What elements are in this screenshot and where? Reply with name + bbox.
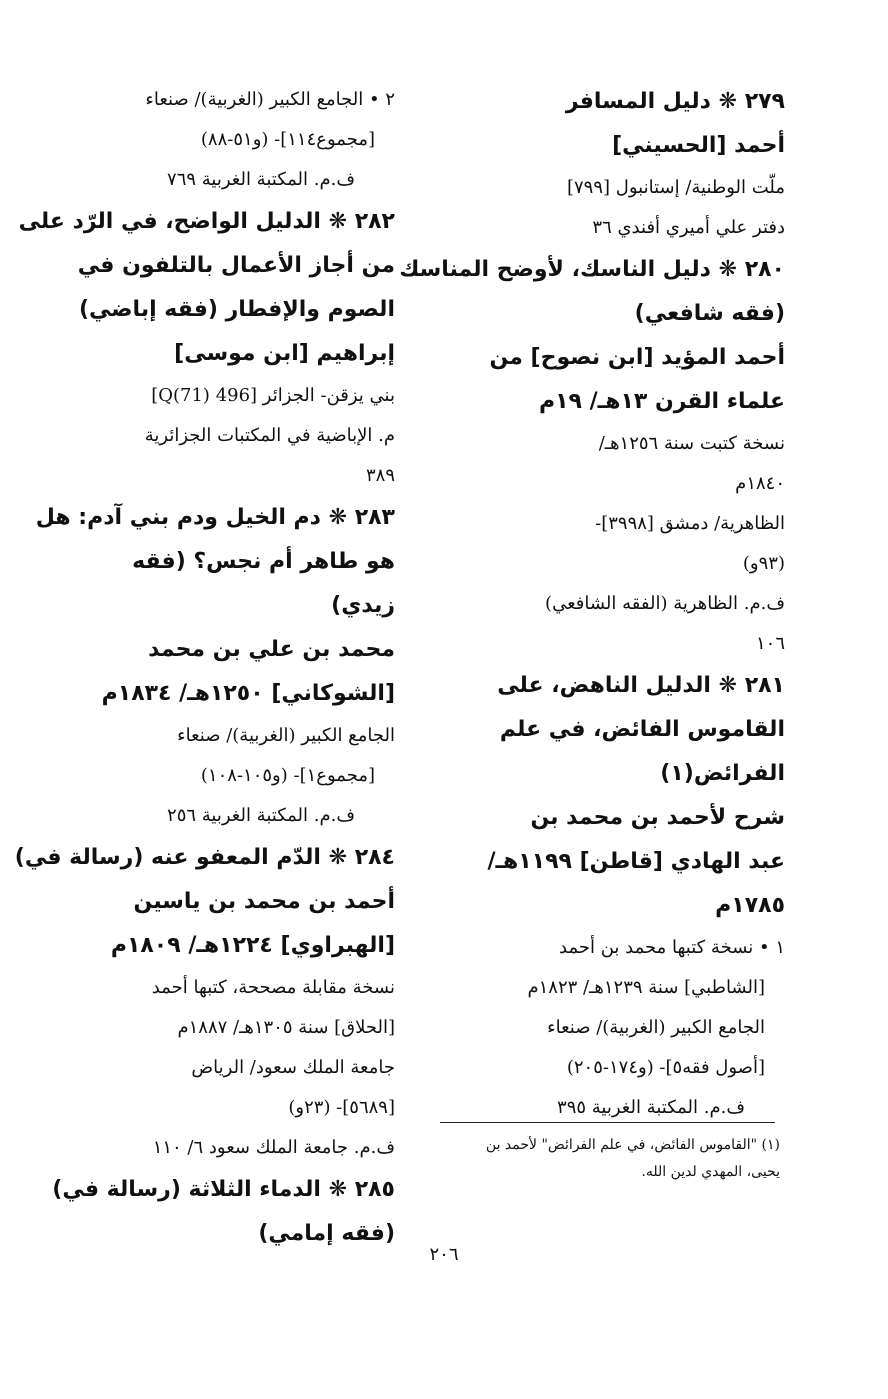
entry-heading-line: أحمد بن محمد بن ياسين	[133, 889, 395, 914]
entry-text-line: ف.م. المكتبة الغربية ٢٥٦	[167, 805, 355, 826]
entry-text-line: [الحلاق] سنة ١٣٠٥هـ/ ١٨٨٧م	[177, 1017, 395, 1038]
entry-heading-line: (فقه شافعي)	[634, 301, 785, 326]
entry-heading-line: إبراهيم [ابن موسى]	[174, 341, 395, 366]
entry-heading-line: محمد بن علي بن محمد	[148, 637, 395, 662]
entry-heading-line: ٢٨٤ ❋ الدّم المعفو عنه (رسالة في)	[14, 845, 395, 870]
entry-heading-line: ٢٨٣ ❋ دم الخيل ودم بني آدم: هل	[35, 505, 395, 530]
entry-heading-line: ٢٨٥ ❋ الدماء الثلاثة (رسالة في)	[52, 1177, 395, 1202]
entry-text-line: ف.م. جامعة الملك سعود ٦/ ١١٠	[152, 1137, 395, 1158]
entry-heading-line: من أجاز الأعمال بالتلفون في	[77, 253, 395, 278]
entry-text-line: بني يزقن- الجزائر [496 Q(71)]	[151, 385, 395, 406]
entry-text-line: نسخة كتبت سنة ١٢٥٦هـ/	[598, 433, 785, 454]
entry-text-line: جامعة الملك سعود/ الرياض	[191, 1057, 395, 1078]
footnote-line-2: يحيى، المهدي لدين الله.	[641, 1164, 780, 1180]
entry-heading-line: ١٧٨٥م	[715, 893, 785, 918]
entry-text-line: ف.م. المكتبة الغربية ٧٦٩	[167, 169, 355, 190]
entry-text-line: [الشاطبي] سنة ١٢٣٩هـ/ ١٨٢٣م	[527, 977, 765, 998]
footnote-divider	[440, 1122, 775, 1123]
entry-heading-line: أحمد المؤيد [ابن نصوح] من	[489, 345, 785, 370]
entry-text-line: الظاهرية/ دمشق [٣٩٩٨]-	[595, 513, 785, 534]
entry-heading-line: ٢٨٢ ❋ الدليل الواضح، في الرّد على	[18, 209, 395, 234]
entry-text-line: الجامع الكبير (الغربية)/ صنعاء	[547, 1017, 765, 1038]
entry-text-line: [مجموع١١٤]- (و٥١-٨٨)	[200, 129, 375, 150]
entry-heading-line: زيدي)	[331, 593, 395, 618]
entry-text-line: ١ • نسخة كتبها محمد بن أحمد	[559, 937, 785, 958]
entry-text-line: [مجموع١]- (و١٠٥-١٠٨)	[200, 765, 375, 786]
entry-text-line: ملّت الوطنية/ إستانبول [٧٩٩]	[566, 177, 785, 198]
entry-heading-line: [الشوكاني] ١٢٥٠هـ/ ١٨٣٤م	[101, 681, 395, 706]
entry-heading-line: أحمد [الحسيني]	[612, 133, 785, 158]
entry-heading-line: الصوم والإفطار (فقه إباضي)	[78, 297, 395, 322]
entry-heading-line: شرح لأحمد بن محمد بن	[530, 805, 785, 830]
entry-heading-line: ٢٧٩ ❋ دليل المسافر	[565, 89, 785, 114]
entry-heading-line: (فقه إمامي)	[258, 1221, 395, 1246]
entry-text-line: (٩٣و)	[742, 553, 785, 574]
entry-text-line: م. الإباضية في المكتبات الجزائرية	[144, 425, 395, 446]
page-number: ٢٠٦	[429, 1244, 459, 1265]
entry-text-line: ف.م. المكتبة الغربية ٣٩٥	[557, 1097, 745, 1118]
entry-heading-line: ٢٨١ ❋ الدليل الناهض، على	[497, 673, 785, 698]
entry-text-line: ٣٨٩	[365, 465, 395, 486]
entry-text-line: دفتر علي أميري أفندي ٣٦	[592, 217, 785, 238]
entry-heading-line: عبد الهادي [قاطن] ١١٩٩هـ/	[487, 849, 785, 874]
entry-text-line: [٥٦٨٩]- (٢٣و)	[288, 1097, 395, 1118]
entry-text-line: ١٨٤٠م	[735, 473, 785, 494]
entry-heading-line: [الهبراوي] ١٢٢٤هـ/ ١٨٠٩م	[110, 933, 395, 958]
entry-text-line: [أصول فقه٥]- (و١٧٤-٢٠٥)	[566, 1057, 765, 1078]
entry-text-line: الجامع الكبير (الغربية)/ صنعاء	[177, 725, 395, 746]
entry-text-line: ف.م. الظاهرية (الفقه الشافعي)	[545, 593, 785, 614]
right-column	[399, 80, 785, 1128]
entry-heading-line: ٢٨٠ ❋ دليل الناسك، لأوضح المناسك	[399, 257, 785, 282]
left-column	[14, 80, 395, 1256]
entry-text-line: ١٠٦	[755, 633, 785, 654]
entry-heading-line: الفرائض(١)	[660, 761, 785, 786]
footnote	[440, 1132, 780, 1186]
entry-text-line: ٢ • الجامع الكبير (الغربية)/ صنعاء	[145, 89, 395, 110]
entry-heading-line: علماء القرن ١٣هـ/ ١٩م	[539, 389, 785, 414]
footnote-line-1: (١) "القاموس الفائض، في علم الفرائض" لأحمد بن	[485, 1137, 780, 1153]
entry-text-line: نسخة مقابلة مصححة، كتبها أحمد	[151, 977, 395, 998]
entry-heading-line: هو طاهر أم نجس؟ (فقه	[132, 549, 395, 574]
entry-heading-line: القاموس الفائض، في علم	[499, 717, 785, 742]
